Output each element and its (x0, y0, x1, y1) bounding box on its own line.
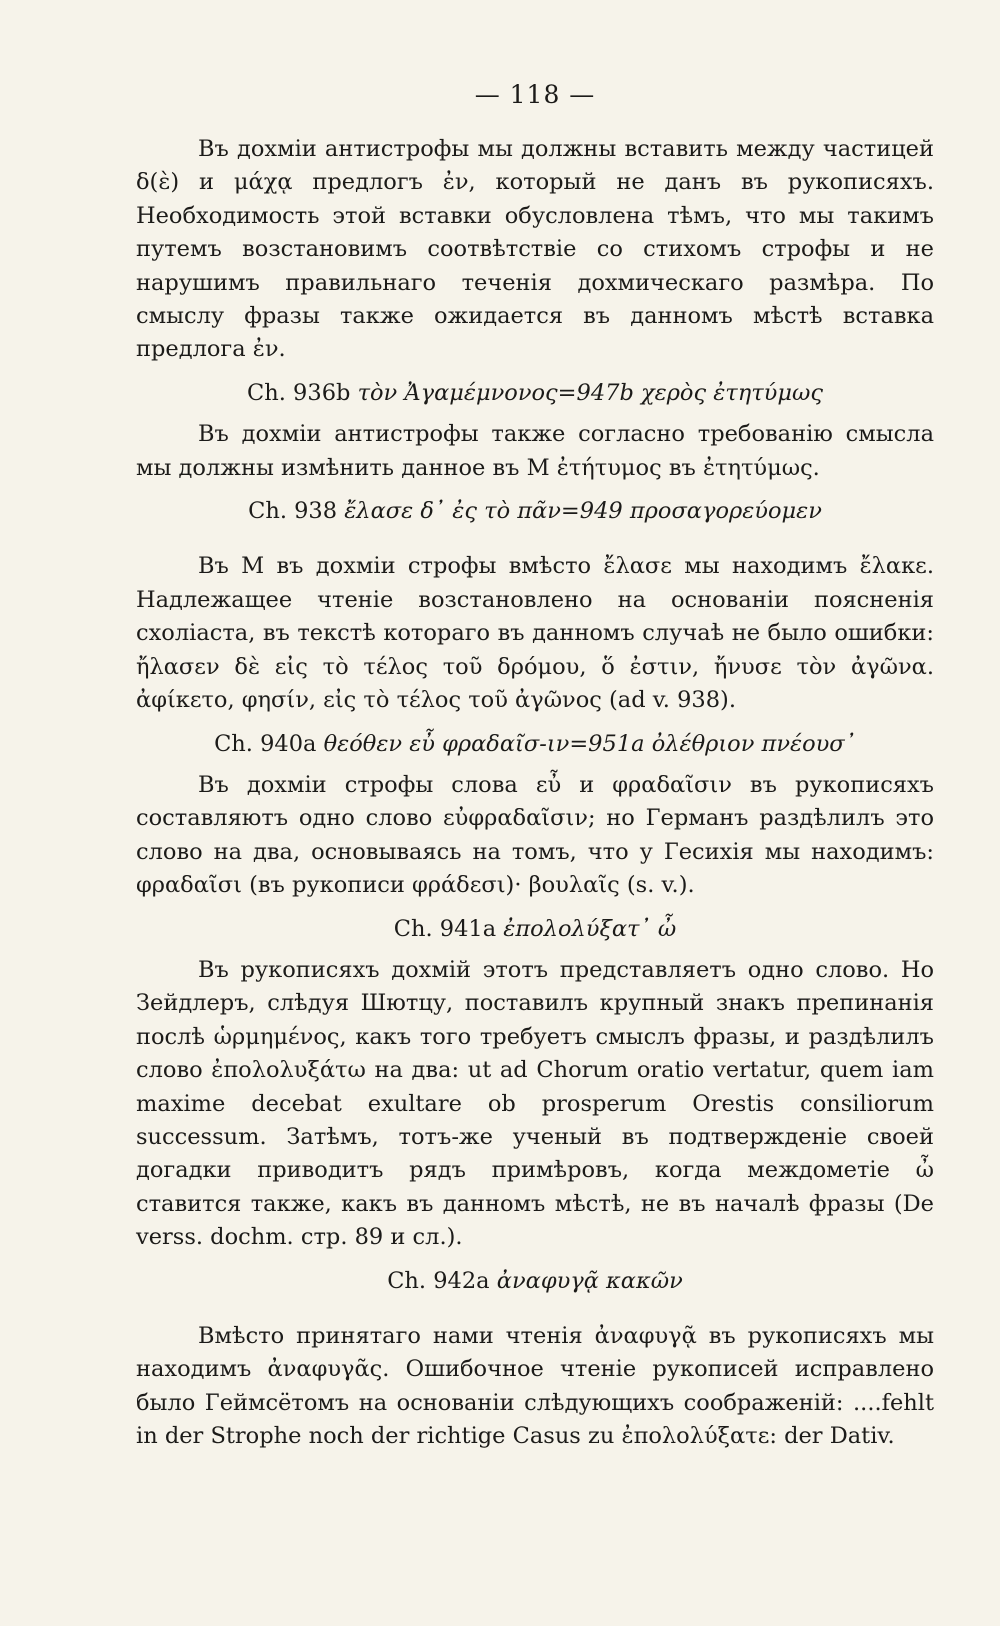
paragraph-3: Въ М въ дохміи строфы вмѣсто ἔλασε мы находимъ ἔλακε. Надлежащее чтеніе возстановлено на основаніи поясненія схоліаста, въ текстѣ котораго въ данномъ случаѣ не было ошибки: ἤλασεν δὲ εἰς τὸ τέλος τοῦ δρόμου, ὅ ἐστιν, ἤνυσε τὸν ἀγῶνα. ἀφίκετο, φησίν, εἰς τὸ τέλος τοῦ ἀγῶνος (ad v. 938). (136, 553, 934, 714)
page-number: — 118 — (474, 80, 596, 109)
verse-reference-941a (136, 913, 934, 946)
verse-greek: ἀναφυγᾷ κακῶν (496, 1267, 683, 1294)
paragraph-5: Въ рукописяхъ дохмій этотъ представляетъ одно слово. Но Зейдлеръ, слѣдуя Шютцу, поставилъ крупный знакъ препинанія послѣ ὡρμημένος, какъ того требуетъ смыслъ фразы, и раздѣлилъ слово ἐπολολυξάτω на два: ut ad Chorum oratio vertatur, quem iam maxime decebat exultare ob prosperum Orestis consiliorum successum. Затѣмъ, тотъ-же ученый въ подтвержденіе своей догадки приводитъ рядъ примѣровъ, когда междометіе ὦ ставится также, какъ въ данномъ мѣстѣ, не въ началѣ фразы (De verss. dochm. стр. 89 и сл.). (136, 956, 934, 1251)
verse-label: Ch. 940a (214, 730, 317, 757)
paragraph-4: Въ дохміи строфы слова εὖ и φραδαῖσιν въ рукописяхъ составляютъ одно слово εὐφραδαῖσιν; но Германъ раздѣлилъ это слово на два, основываясь на томъ, что у Гесихія мы находимъ: φραδαῖσι (въ рукописи φράδεσι)· βουλαῖς (s. v.). (136, 771, 934, 899)
verse-label: Ch. 938 (248, 498, 338, 525)
verse-label: Ch. 942a (387, 1267, 490, 1294)
paragraph-6: Вмѣсто принятаго нами чтенія ἀναφυγᾷ въ рукописяхъ мы находимъ ἀναφυγᾶς. Ошибочное чтеніе рукописей исправлено было Геймсётомъ на основаніи слѣдующихъ соображеній: ....fehlt in der Strophe noch der richtige Casus zu ἐπολολύξατε: der Dativ. (136, 1323, 934, 1450)
verse-label: Ch. 936b (247, 379, 351, 406)
verse-reference-942a (136, 1265, 934, 1298)
verse-reference-940a (136, 728, 934, 761)
verse-reference-938 (136, 495, 934, 528)
paragraph-1: Въ дохміи антистрофы мы должны вставить между частицей δ(ὲ) и μάχᾳ предлогъ ἐν, который не данъ въ рукописяхъ. Необходимость этой вставки обусловлена тѣмъ, что мы такимъ путемъ возстановимъ соотвѣтствіе со стихомъ строфы и не нарушимъ правильнаго теченія дохмическаго размѣра. По смыслу фразы также ожидается въ данномъ мѣстѣ вставка предлога ἐν. (136, 136, 934, 363)
verse-greek: τὸν Ἀγαμέμνονος=947b χερὸς ἐτητύμως (357, 379, 823, 406)
paragraph-2: Въ дохміи антистрофы также согласно требованію смысла мы должны измѣнить данное въ М ἐτήτυμος въ ἐτητύμως. (136, 421, 934, 481)
verse-label: Ch. 941a (393, 915, 497, 942)
verse-greek: ἐπολολύξατ᾽ ὦ (503, 915, 677, 942)
verse-greek: ἔλασε δ᾽ ἐς τὸ πᾶν=949 προσαγορεύομεν (344, 498, 822, 525)
verse-greek: θεόθεν εὖ φραδαῖσ-ιν=951a ὀλέθριον πνέουσ᾽ (323, 730, 856, 757)
verse-reference-936b (136, 377, 934, 410)
